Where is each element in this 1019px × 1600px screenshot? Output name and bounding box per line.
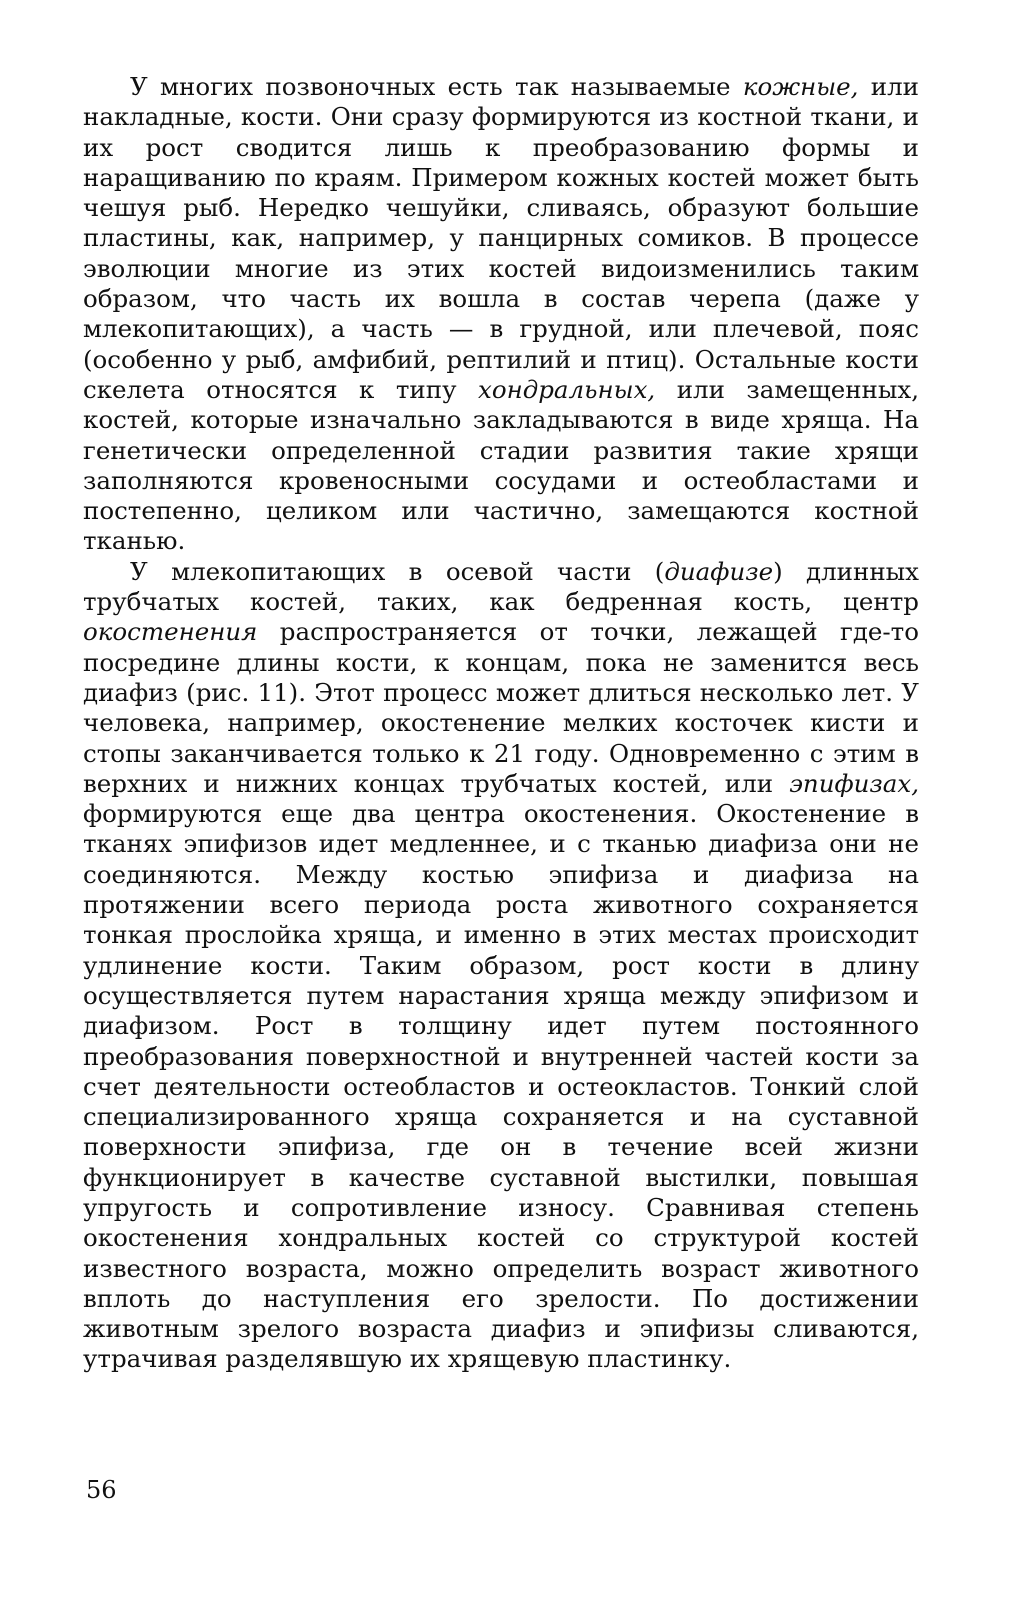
text-run: У многих позвоночных есть так называемые: [130, 72, 743, 101]
paragraph-ossification: [83, 557, 919, 1375]
italic-term: окостенения: [83, 617, 258, 647]
text-run: или накладные, кости. Они сразу формируются из костной ткани, и их рост сводится лишь к преобразованию формы и наращиванию по краям. Примером кожных костей может быть чешуя рыб. Нередко чешуйки, сливаясь, образуют большие пластины, как, например, у панцирных сомиков. В процессе эволюции многие из этих костей видоизменились таким образом, что часть их вошла в состав черепа (даже у млекопитающих), а часть — в грудной, или плечевой, пояс (особенно у рыб, амфибий, рептилий и птиц). Остальные кости скелета относятся к типу: [83, 72, 919, 404]
body-text: [83, 72, 919, 1375]
italic-term: хондральных,: [478, 374, 656, 404]
text-run: или замещенных, костей, которые изначально закладываются в виде хряща. На генетически определенной стадии развития такие хрящи заполняются кровеносными сосудами и остеобластами и постепенно, целиком или частично, замещаются костной тканью.: [83, 374, 919, 556]
text-run: У млекопитающих в осевой части (: [130, 556, 665, 586]
text-run: ) длинных трубчатых костей, таких, как бедренная кость, центр: [83, 556, 919, 617]
text-run: распространяется от точки, лежащей где-то посредине длины кости, к концам, пока не заменится весь диафиз (рис. 11). Этот процесс может длиться несколько лет. У человека, например, окостенение мелких косточек кисти и стопы заканчивается только к 21 году. Одновременно с этим в верхних и нижних концах трубчатых костей, или: [83, 617, 919, 798]
text-run: формируются еще два центра окостенения. Окостенение в тканях эпифизов идет медленнее, и с тканью диафиза они не соединяются. Между костью эпифиза и диафиза на протяжении всего периода роста животного сохраняется тонкая прослойка хряща, и именно в этих местах происходит удлинение кости. Таким образом, рост кости в длину осуществляется путем нарастания хряща между эпифизом и диафизом. Рост в толщину идет путем постоянного преобразования поверхностной и внутренней частей кости за счет деятельности остеобластов и остеокластов. Тонкий слой специализированного хряща сохраняется и на суставной поверхности эпифиза, где он в течение всей жизни функционирует в качестве суставной выстилки, повышая упругость и сопротивление износу. Сравнивая степень окостенения хондральных костей со структурой костей известного возраста, можно определить возраст животного вплоть до наступления его зрелости. По достижении животным зрелого возраста диафиз и эпифизы сливаются, утрачивая разделявшую их хрящевую пластинку.: [83, 799, 919, 1374]
paragraph-dermal-bones: [83, 72, 919, 557]
italic-term: кожные,: [742, 72, 859, 101]
page-number: 56: [86, 1476, 117, 1504]
italic-term: эпифизах,: [789, 768, 919, 798]
italic-term: диафизе: [664, 556, 774, 586]
